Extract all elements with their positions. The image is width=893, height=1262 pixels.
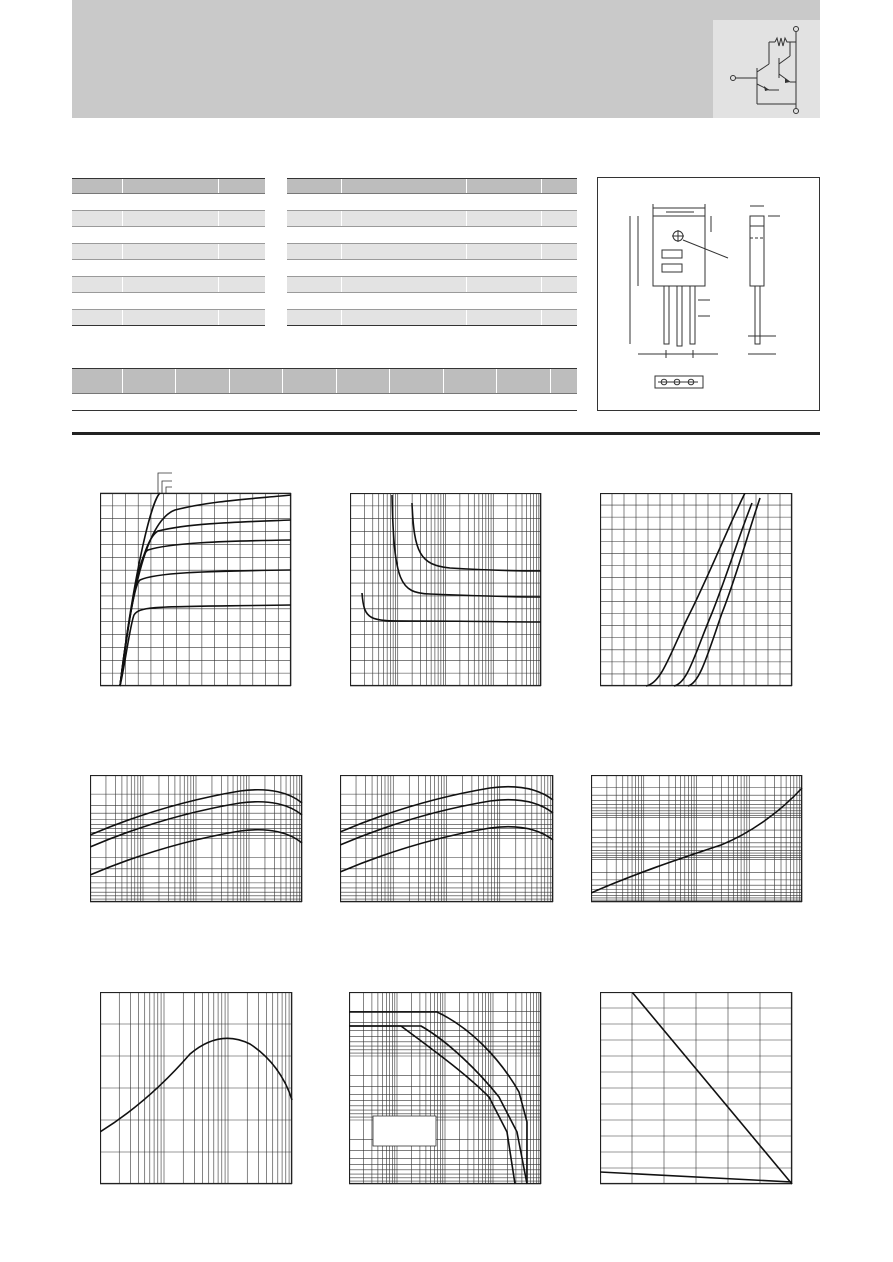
chart-ic-vbe-transfer <box>600 493 793 687</box>
ratings-table <box>72 178 265 326</box>
circuit-symbol-box <box>713 20 820 118</box>
legend-box <box>373 1116 436 1146</box>
grid <box>350 493 541 686</box>
chart-hfe-ic-1 <box>90 775 303 903</box>
chart-ic-vce-log-characteristic <box>350 493 542 687</box>
grid <box>591 775 802 902</box>
section-divider <box>72 432 820 435</box>
darlington-symbol-icon <box>713 20 820 118</box>
leader-line <box>166 487 172 493</box>
chart-vce-sat-ic <box>591 775 803 903</box>
grid <box>100 493 291 686</box>
chart-thermal-or-gain-frequency <box>100 992 293 1185</box>
characteristics-table <box>287 178 577 326</box>
plot-frame <box>101 494 291 686</box>
header-band <box>72 0 820 118</box>
package-drawing <box>598 178 821 412</box>
grid <box>600 992 792 1184</box>
chart-safe-operating-area <box>349 992 542 1185</box>
grid <box>100 992 292 1184</box>
chart-power-derating <box>600 992 793 1185</box>
leader-line <box>158 473 172 493</box>
curve-2 <box>674 503 752 686</box>
chart-ic-vce-characteristic <box>100 465 292 687</box>
hfe-rank-table <box>72 368 577 411</box>
curve-3 <box>688 498 760 686</box>
grid <box>340 775 553 902</box>
grid <box>90 775 302 902</box>
curve-2 <box>392 495 541 597</box>
grid <box>600 493 792 686</box>
grid <box>349 992 541 1184</box>
package-outline-frame <box>597 177 820 411</box>
curve-1 <box>100 1038 292 1132</box>
chart-hfe-ic-2 <box>340 775 554 903</box>
